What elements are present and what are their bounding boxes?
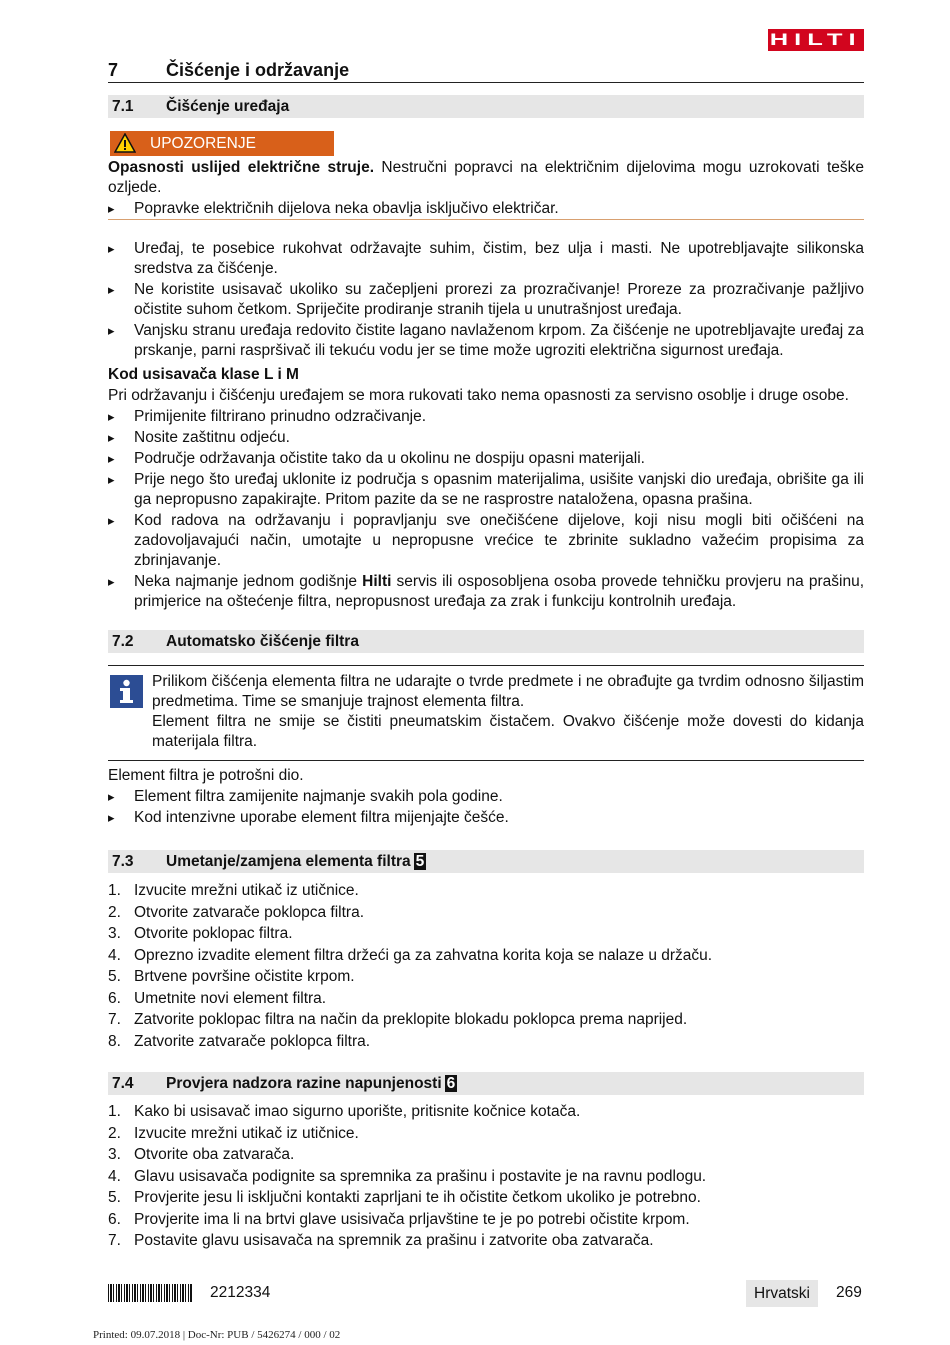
section-7-4-heading: 7.4 Provjera nadzora razine napunjenosti 6 <box>108 1072 864 1095</box>
cleaning-bullets <box>108 239 864 361</box>
language-tag: Hrvatski <box>746 1280 818 1307</box>
list-item: ▸ Popravke električnih dijelova neka obavlja isključivo električar. <box>108 199 864 219</box>
list-item: 1. Izvucite mrežni utikač iz utičnice. <box>108 882 359 899</box>
list-item: 6. Umetnite novi element filtra. <box>108 989 327 1007</box>
list-item: ▸ Neka najmanje jednom godišnje Hilti servis ili osposobljena osoba provede tehničku provjeru na prašinu, primjerice na oštećenje filtra, nepropusnost uređaja za zrak i funkciju kontrolnih uređaja. <box>108 572 864 612</box>
list-item: 5. Brtvene površine očistite krpom. <box>108 968 355 985</box>
list-item: ▸ Prije nego što uređaj uklonite iz područja s opasnim materijalima, usišite vanjski dio uređaja, obrišite ga ili ga nepropusno zapakirajte. Pritom pazite da se ne rasprostre nataložena, opasna prašina. <box>108 470 864 510</box>
warning-banner <box>110 131 334 156</box>
class-lm-section: Kod usisavača klase L i M Pri održavanju i čišćenju uređajem se mora rukovati tako nema opasnosti za servisno osoblje i druge osobe. ▸ Primijenite filtrirano prinudno odzračivanje. ▸ Nosite zaštitnu odjeću. ▸ Područje održavanja očistite tako da u okolinu ne dospiju opasni materijali. ▸ Prije nego što uređaj uklonite iz područja s opasnim materijalima, usišite vanjski dio uređaja, obrišite ga ili ga nepropusno zapakirajte. Pritom pazite da se ne rasprostre nataložena, opasna prašina. ▸ Kod radova na održavanju i popravljanju sve onečišćene dijelove, koji nisu mogli biti očišćeni na zadovoljavajući način, umotajte u nepropusne vrećice te zbrinite sukladno važećim propisima za zbrinjavanje. ▸ Neka najmanje jednom godišnje Hilti servis ili osposobljena osoba provede tehničku provjeru na prašinu, primjerice na oštećenje filtra, nepropusnost uređaja za zrak i funkciju kontrolnih uređaja. <box>108 365 864 612</box>
class-heading: Kod usisavača klase L i M <box>108 366 299 383</box>
section-7-3-heading: 7.3 Umetanje/zamjena elementa filtra 5 <box>108 850 864 873</box>
steps-7-4 <box>108 1102 864 1251</box>
list-item: 2. Otvorite zatvarače poklopca filtra. <box>108 903 365 921</box>
list-item: 8. Zatvorite zatvarače poklopca filtra. <box>108 1032 371 1050</box>
list-item: ▸ Primijenite filtrirano prinudno odzračivanje. <box>108 407 864 427</box>
list-item: ▸ Kod radova na održavanju i popravljanju sve onečišćene dijelove, koji nisu mogli biti očišćeni na zadovoljavajući način, umotajte u nepropusne vrećice te zbrinite sukladno važećim propisima za zbrinjavanje. <box>108 511 864 571</box>
warning-label: UPOZORENJE <box>150 135 256 152</box>
list-item: 6. Provjerite ima li na brtvi glave usisivača prljavštine te je po potrebi očistite krpom. <box>108 1210 690 1228</box>
figure-ref: 6 <box>446 1075 456 1092</box>
list-item: 2. Izvucite mrežni utikač iz utičnice. <box>108 1124 359 1142</box>
filter-content: Element filtra je potrošni dio. ▸ Element filtra zamijenite najmanje svakih pola godine. ▸ Kod intenzivne uporabe element filtra mijenjajte češće. <box>108 766 864 828</box>
list-item: 7. Zatvorite poklopac filtra na način da preklopite blokadu poklopca prema naprijed. <box>108 1011 688 1028</box>
print-info: Printed: 09.07.2018 | Doc-Nr: PUB / 5426274 / 000 / 02 <box>93 1329 341 1341</box>
list-item: 4. Oprezno izvadite element filtra držeći ga za zahvatna korita koja se nalaze u držaču. <box>108 946 713 964</box>
barcode <box>108 1284 192 1302</box>
list-item: 7. Postavite glavu usisavača na spremnik za prašinu i zatvorite oba zatvarača. <box>108 1232 654 1249</box>
list-item: 4. Glavu usisavača podignite sa spremnika za prašinu i postavite je na ravnu podlogu. <box>108 1167 707 1185</box>
document-code: 2212334 <box>210 1284 271 1301</box>
warning-content: Opasnosti uslijed električne struje. Nestručni popravci na električnim dijelovima mogu uzrokovati teške ozljede. ▸ Popravke električnih dijelova neka obavlja isključivo električar. <box>108 158 864 219</box>
hilti-logo: HILTI <box>768 29 864 51</box>
list-item: 3. Otvorite poklopac filtra. <box>108 925 293 942</box>
section-7-1-heading: 7.1 Čišćenje uređaja <box>108 95 864 118</box>
list-item: ▸ Područje održavanja očistite tako da u okolinu ne dospiju opasni materijali. <box>108 449 864 469</box>
page-number: 269 <box>836 1284 862 1301</box>
list-item: 3. Otvorite oba zatvarača. <box>108 1146 295 1163</box>
warning-divider <box>108 219 864 220</box>
info-icon <box>110 675 143 708</box>
list-item: ▸ Element filtra zamijenite najmanje svakih pola godine. <box>108 787 864 807</box>
list-item: ▸ Vanjsku stranu uređaja redovito čistite lagano navlaženom krpom. Za čišćenje ne upotrebljavajte uređaj za prskanje, parni raspršivač ili tekuću vodu jer se time može ugroziti električna sigurnost uređaja. <box>108 321 864 361</box>
list-item: 5. Provjerite jesu li isključni kontakti zaprljani te ih očistite četkom ukoliko je potrebno. <box>108 1189 701 1206</box>
figure-ref: 5 <box>415 853 425 870</box>
section-7-2-heading: 7.2 Automatsko čišćenje filtra <box>108 630 864 653</box>
info-box: Prilikom čišćenja elementa filtra ne udarajte o tvrde predmete i ne obrađujte ga tvrdim odnosno šiljastim predmetima. Time se smanjuje trajnost elementa filtra. Element filtra ne smije se čistiti pneumatskim čistačem. Ovakvo čišćenje može dovesti do kidanja materijala filtra. <box>108 665 864 761</box>
list-item: ▸ Nosite zaštitnu odjeću. <box>108 428 864 448</box>
list-item: ▸ Ne koristite usisavač ukoliko su začepljeni prorezi za prozračivanje! Proreze za prozračivanje pažljivo očistite suhom četkom. Spriječite prodiranje stranih tijela u unutrašnjost uređaja. <box>108 280 864 320</box>
section-7-title: Čišćenje i održavanje <box>166 60 350 80</box>
list-item: 1. Kako bi usisavač imao sigurno uporište, pritisnite kočnice kotača. <box>108 1103 581 1120</box>
steps-7-3 <box>108 881 864 1052</box>
warning-triangle-icon <box>114 133 136 161</box>
section-7-heading: 7 Čišćenje i održavanje <box>108 58 864 83</box>
list-item: ▸ Kod intenzivne uporabe element filtra mijenjajte češće. <box>108 808 864 828</box>
list-item: ▸ Uređaj, te posebice rukohvat održavajte suhim, čistim, bez ulja i masti. Ne upotrebljavajte silikonska sredstva za čišćenje. <box>108 239 864 279</box>
